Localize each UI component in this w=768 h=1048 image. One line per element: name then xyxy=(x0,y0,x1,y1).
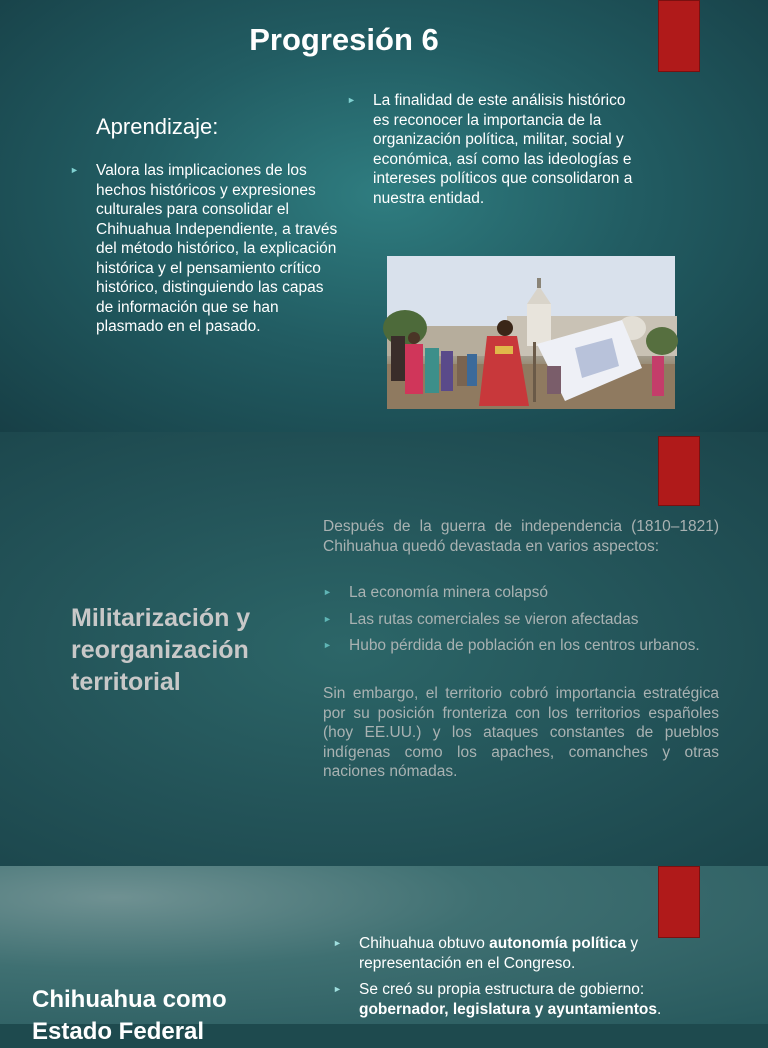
bullet-text: Chihuahua obtuvo xyxy=(359,935,490,952)
red-accent-tab xyxy=(658,866,700,938)
bullet-arrow-icon: ► xyxy=(70,165,79,175)
bullet-text: La finalidad de este análisis histórico es reconocer la importancia de la organización política, militar, social y económica, así como las ideologías e intereses políticos que consolidaron a nuestra entidad. xyxy=(373,92,633,207)
bullet-text: y representación en el Congreso. xyxy=(359,935,639,972)
slide-title: Chihuahua como Estado Federal xyxy=(32,986,227,1045)
list-item xyxy=(347,91,637,208)
purpose-bullet-list xyxy=(347,91,637,208)
list-item xyxy=(333,934,713,973)
bullet-bold-text: autonomía política xyxy=(489,935,627,952)
bullet-arrow-icon: ► xyxy=(323,587,332,597)
slide-progresion-6 xyxy=(0,0,768,432)
closing-paragraph: Sin embargo, el territorio cobró importancia estratégica por su posición fronteriza con los territorios españoles (hoy EE.UU.) y los ataques constantes de pueblos indígenas como los apaches, comanches y otras naciones nómadas. xyxy=(323,685,719,780)
list-item xyxy=(333,980,713,1019)
bullet-arrow-icon: ► xyxy=(323,613,332,624)
bullet-text: Se creó su propia estructura de gobierno: xyxy=(359,981,645,998)
bullet-bold-text: gobernador, legislatura y ayuntamientos xyxy=(359,1000,658,1018)
bullet-text: Las rutas comerciales se vieron afectadas xyxy=(349,610,639,628)
tarahumara-procession-photo xyxy=(387,256,675,409)
bullet-arrow-icon: ► xyxy=(347,95,356,105)
bullet-text: Valora las implicaciones de los hechos históricos y expresiones culturales para consolidar el Chihuahua Independiente, a través del método histórico, la explicación histórica y el pensamiento crítico histórico, distinguiendo las capas de información que se han plasmado en el pasado. xyxy=(96,162,338,335)
list-item xyxy=(323,636,719,656)
bullet-text: Hubo pérdida de población en los centros urbanos. xyxy=(349,637,700,654)
consequences-bullet-list xyxy=(323,583,719,663)
red-accent-tab xyxy=(658,436,700,506)
bullet-arrow-icon: ► xyxy=(333,984,342,994)
slide-title: Militarización y reorganización territorial xyxy=(71,604,251,696)
photo-illustration xyxy=(387,256,675,409)
bullet-text: La economía minera colapsó xyxy=(349,584,549,601)
aprendizaje-heading: Aprendizaje: xyxy=(96,114,219,139)
bullet-arrow-icon: ► xyxy=(333,938,342,948)
slide-title: Progresión 6 xyxy=(249,22,439,57)
slide-estado-federal xyxy=(0,866,768,1045)
learning-bullet-list xyxy=(70,161,340,337)
list-item xyxy=(70,161,340,337)
bullet-arrow-icon: ► xyxy=(323,640,332,650)
federal-bullet-list xyxy=(333,934,713,1026)
list-item xyxy=(323,610,719,630)
intro-paragraph: Después de la guerra de independencia (1810–1821) Chihuahua quedó devastada en varios aspectos: xyxy=(323,518,719,555)
list-item xyxy=(323,583,719,603)
slide-militarizacion xyxy=(0,432,768,866)
bullet-text: . xyxy=(657,1000,662,1018)
